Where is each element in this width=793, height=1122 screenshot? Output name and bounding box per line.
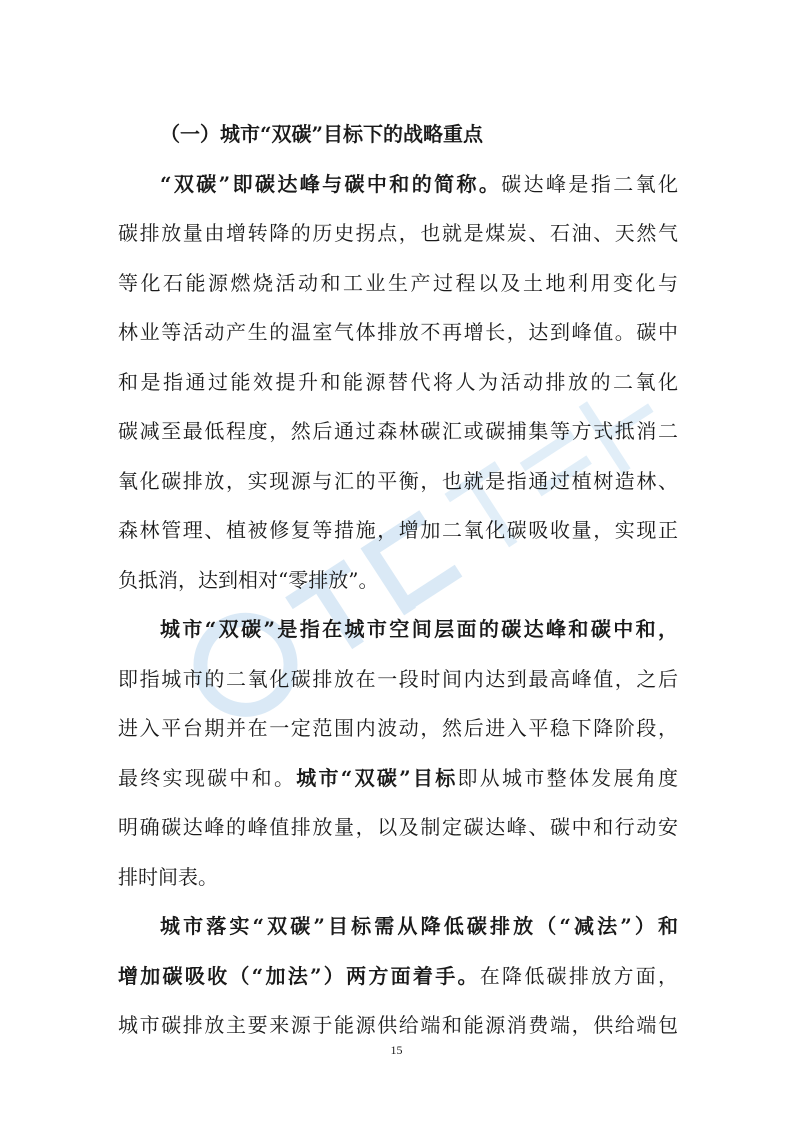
document-body — [118, 110, 678, 1051]
text-line: 林业等活动产生的温室气体排放不再增长，达到峰值。碳中 — [118, 320, 678, 344]
bold-phrase: 城市落实“双碳”目标需从降低碳排放（“减法”）和 — [160, 914, 678, 938]
text-line: 森林管理、植被修复等措施，增加二氧化碳吸收量，实现正 — [118, 518, 678, 542]
text-line — [118, 754, 678, 804]
text-span: 最终实现碳中和。 — [118, 765, 297, 790]
bold-phrase: “双碳”即碳达峰与碳中和的简称。 — [160, 171, 502, 196]
bold-phrase: 增加碳吸收（“加法”）两方面着手。 — [118, 963, 480, 988]
text-line: 明确碳达峰的峰值排放量，以及制定碳达峰、碳中和行动安 — [118, 815, 678, 839]
text-span: 在降低碳排放方面， — [479, 963, 679, 988]
text-span: 碳达峰是指二氧化 — [501, 171, 678, 196]
text-line — [118, 952, 678, 1002]
text-line: 和是指通过能效提升和能源替代将人为活动排放的二氧化 — [118, 369, 678, 394]
bold-phrase: 城市“双碳”目标 — [296, 765, 458, 790]
text-line — [118, 902, 678, 952]
text-line: 负抵消，达到相对“零排放”。 — [118, 567, 379, 592]
paragraph-1 — [118, 160, 678, 606]
text-line: 城市碳排放主要来源于能源供给端和能源消费端，供给端包 — [118, 1013, 678, 1037]
text-line: 氧化碳排放，实现源与汇的平衡，也就是指通过植树造林、 — [118, 468, 678, 493]
page-number: 15 — [390, 1043, 403, 1057]
text-line: 等化石能源燃烧活动和工业生产过程以及土地利用变化与 — [118, 270, 678, 295]
text-line: 碳减至最低程度，然后通过森林碳汇或碳捕集等方式抵消二 — [118, 419, 678, 443]
text-line: 进入平台期并在一定范围内波动，然后进入平稳下降阶段， — [118, 716, 678, 740]
text-span: 即从城市整体发展角度 — [457, 765, 679, 790]
text-line — [118, 160, 678, 210]
text-line: 即指城市的二氧化碳排放在一段时间内达到最高峰值，之后 — [118, 666, 678, 691]
text-line: 碳排放量由增转降的历史拐点，也就是煤炭、石油、天然气 — [118, 221, 678, 245]
section-heading: （一）城市“双碳”目标下的战略重点 — [160, 122, 484, 146]
text-line: 排时间表。 — [118, 864, 218, 889]
text-line — [118, 605, 678, 655]
paragraph-3 — [118, 902, 678, 1051]
bold-phrase: 城市“双碳”是指在城市空间层面的碳达峰和碳中和， — [160, 617, 678, 641]
paragraph-2 — [118, 605, 678, 902]
